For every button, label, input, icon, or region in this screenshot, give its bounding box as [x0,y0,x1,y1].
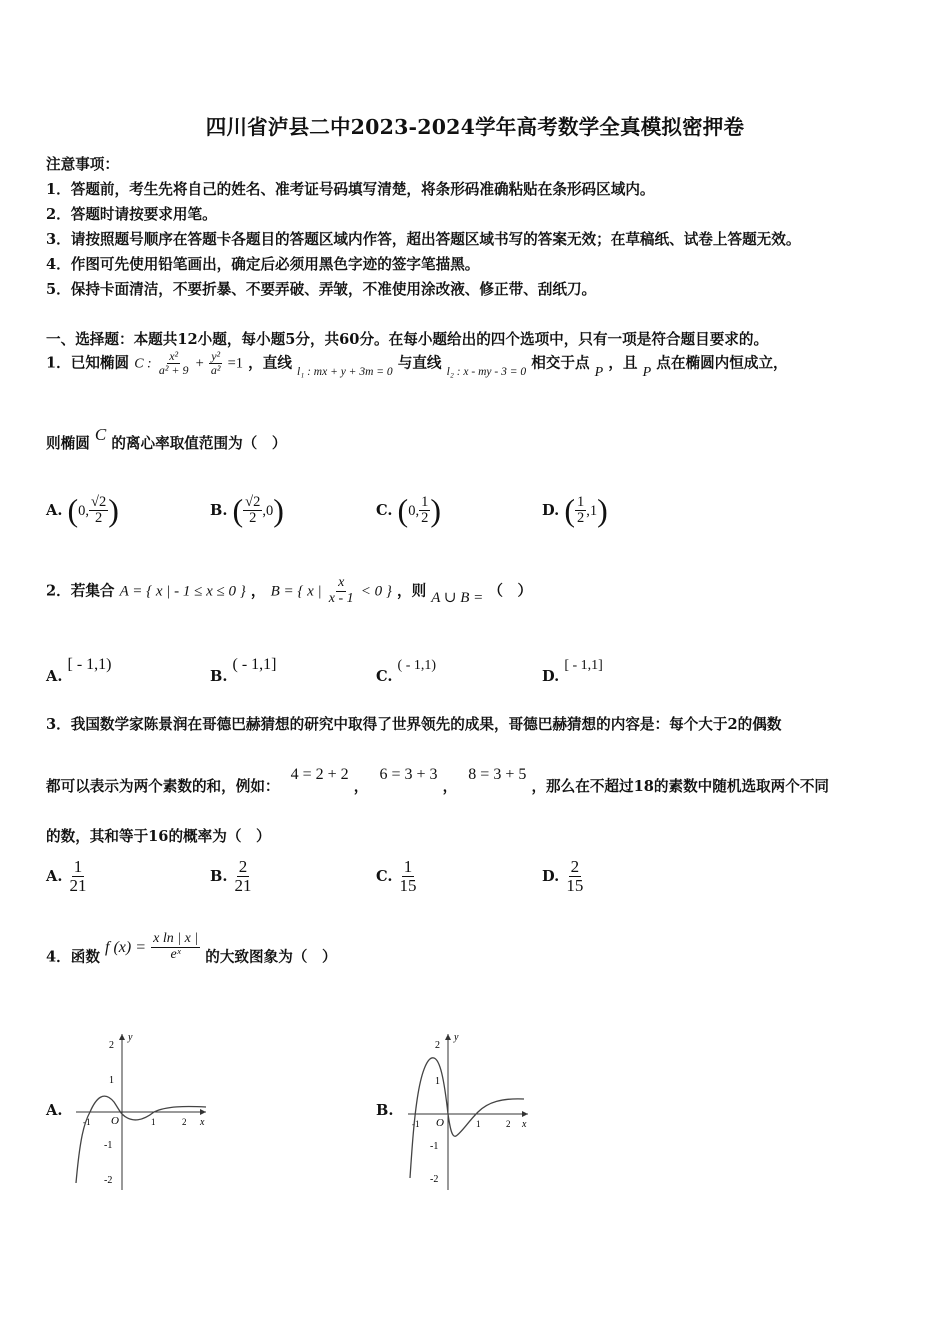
option-bracket: ) [430,492,441,528]
q3-example-1: 4 = 2 + 2 [290,766,349,783]
option-fraction [398,858,419,895]
q2-set-b-num: x [338,575,345,590]
q1-text: 则椭圆 [46,435,90,452]
option-bracket: ) [273,492,284,528]
function-curve [76,1096,206,1183]
q3-option-c[interactable] [376,858,419,895]
question-2 [46,576,532,606]
y-axis-arrow-icon [445,1034,451,1040]
q1-option-a[interactable] [46,492,119,529]
q1-ellipse-frac-2 [209,350,223,376]
option-bracket: ( [67,492,79,528]
question-3-line-3: 的数，其和等于16的概率为（ ） [46,828,271,845]
option-label: C. [376,668,393,685]
q1-text: 的离心率取值范围为（ ） [111,435,287,452]
q1-text: 1．已知椭圆 [46,354,130,372]
q3-text: ， [353,778,369,795]
q2-option-c[interactable] [376,654,437,685]
q1-ellipse-plus: + [195,355,204,372]
q3-example-2: 6 = 3 + 3 [379,766,438,783]
q4-function-lhs: f (x) = [105,938,147,956]
option-label: D. [542,668,560,685]
q1-line-1-eq: l₁ : mx + y + 3m = 0 [297,365,393,378]
option-text: 0, [78,503,90,519]
option-den: 2 [421,510,429,526]
option-value: [ - 1,1) [67,656,112,673]
option-den: 2 [95,510,103,526]
q1-ellipse-num-2: y² [211,349,221,363]
option-bracket: ( [564,492,575,528]
q4-text: 的大致图象为（ ） [205,948,337,966]
option-den: 21 [69,875,87,895]
q3-option-b[interactable] [210,858,254,895]
q1-point-p: P [642,364,652,380]
q2-text: （ ） [488,582,533,600]
q2-option-a[interactable] [46,654,112,685]
option-text: 0, [408,503,420,519]
option-num: 1 [403,857,413,876]
x-axis-label: x [200,1117,205,1128]
note-item: 1．答题前，考生先将自己的姓名、准考证号码填写清楚，将条形码准确粘贴在条形码区域内。 [46,181,655,198]
option-value: ( - 1,1] [232,656,277,673]
note-item: 2．答题时请按要求用笔。 [46,206,217,223]
option-fraction [243,495,262,526]
q3-option-a[interactable] [46,858,89,895]
option-num: 2 [570,857,580,876]
question-1-line-1 [46,349,788,380]
option-fraction [419,495,430,526]
q2-set-a: A = { x | - 1 ≤ x ≤ 0 } [119,583,246,600]
q4-option-b-label[interactable]: B. [376,1102,394,1119]
q1-text: ，直线 [248,354,292,372]
y-tick-label: 2 [109,1040,114,1051]
q1-ellipse-c: C [94,425,107,444]
question-3-line-2 [46,763,830,795]
option-num: 1 [576,493,585,510]
y-tick-label: 2 [435,1040,440,1051]
question-4 [46,931,337,972]
option-label: C. [376,502,393,519]
q1-option-c[interactable] [376,492,441,529]
y-axis-label: y [454,1032,459,1043]
q4-option-b-graph[interactable] [398,1028,548,1198]
option-fraction [575,495,586,526]
option-num: √2 [91,493,107,510]
note-item: 5．保持卡面清洁，不要折暴、不要弄破、弄皱，不准使用涂改液、修正带、刮纸刀。 [46,281,597,298]
q1-option-b[interactable] [210,492,284,529]
option-label: B. [210,668,228,685]
option-bracket: ) [108,492,119,528]
option-text: ,0 [262,503,274,519]
y-tick-label: 1 [109,1075,114,1086]
q2-option-d[interactable] [542,654,603,685]
note-item: 4．作图可先使用铅笔画出，确定后必须用黑色字迹的签字笔描黑。 [46,256,480,273]
option-label: B. [210,502,228,519]
q3-text: ，那么在不超过18的素数中随机选取两个不同 [531,778,830,795]
q1-point-p: P [594,364,604,380]
y-tick-label: -2 [104,1175,113,1186]
option-num: 1 [73,857,83,876]
q1-text: 点在椭圆内恒成立， [656,354,788,372]
notes-heading: 注意事项： [46,156,119,173]
option-label: A. [46,668,63,685]
q2-option-b[interactable] [210,654,277,685]
x-tick-label: 2 [182,1117,187,1127]
q1-text: 与直线 [397,354,442,372]
x-tick-label: -1 [412,1119,420,1129]
x-axis-label: x [522,1119,527,1130]
q1-ellipse-num-1: x² [169,349,179,363]
q2-set-b-den: x - 1 [328,590,354,606]
option-label: A. [46,867,63,885]
q4-function-den: eˣ [170,946,181,962]
option-den: 15 [399,875,417,895]
note-item: 3．请按照题号顺序在答题卡各题目的答题区域内作答，超出答题区域书写的答案无效；在草稿纸、试卷上答题无效。 [46,231,801,248]
option-num: 1 [421,493,429,510]
y-axis-label: y [128,1032,133,1043]
q1-option-d[interactable] [542,492,608,529]
x-tick-label: 1 [476,1119,481,1129]
y-axis-arrow-icon [119,1034,125,1040]
question-1-line-2 [46,425,287,453]
x-tick-label: 1 [151,1117,156,1127]
q1-ellipse-lhs: C : [134,356,152,372]
q3-text: ， [442,778,458,795]
option-den: 21 [234,875,252,895]
q1-line-2-eq: l₂ : x - my - 3 = 0 [446,365,527,378]
option-fraction [68,858,89,895]
option-den: 2 [249,510,257,526]
option-label: D. [542,867,560,885]
q1-text: ，且 [608,354,638,372]
x-axis-arrow-icon [522,1111,528,1117]
q4-option-a-graph[interactable] [66,1028,216,1198]
q1-text: 相交于点 [531,354,590,372]
y-tick-label: -1 [104,1140,113,1151]
y-tick-label: 1 [435,1076,440,1087]
option-fraction [564,858,585,895]
x-tick-label: 2 [506,1119,511,1129]
q2-text: ， [250,582,266,600]
question-3-line-1: 3．我国数学家陈景润在哥德巴赫猜想的研究中取得了世界领先的成果，哥德巴赫猜想的内容是：每个大于2的偶数 [46,716,782,733]
option-bracket: ( [232,492,244,528]
q2-set-b-frac [327,576,356,606]
option-num: √2 [245,493,261,510]
option-label: C. [376,867,393,885]
section-heading: 一、选择题：本题共12小题，每小题5分，共60分。在每小题给出的四个选项中，只有一项是符合题目要求的。 [46,331,769,348]
q2-text: 2．若集合 [46,582,115,600]
q4-option-a-label[interactable]: A. [46,1102,63,1119]
option-label: B. [210,867,228,885]
q1-ellipse-den-2: a² [210,362,221,377]
q1-ellipse-den-1: a² + 9 [158,362,189,377]
option-den: 15 [566,875,584,895]
q2-union: A ∪ B = [431,589,484,606]
y-tick-label: -2 [430,1174,439,1185]
option-bracket: ) [597,492,608,528]
function-curve [410,1058,524,1178]
q2-text: ，则 [396,582,427,600]
option-text: ,1 [586,503,598,519]
option-fraction [89,495,108,526]
origin-label: O [111,1115,119,1127]
q2-set-b-lhs: B = { x | [270,583,322,600]
x-tick-label: -1 [83,1117,91,1127]
q2-set-b-rhs: < 0 } [360,583,392,600]
page-title: 四川省泸县二中2023-2024学年高考数学全真模拟密押卷 [205,115,745,139]
origin-label: O [436,1117,444,1129]
q4-function-num: x ln | x | [153,931,199,946]
q1-ellipse-frac-1 [157,350,191,376]
option-bracket: ( [397,492,409,528]
option-label: D. [542,502,560,519]
y-tick-label: -1 [430,1141,439,1152]
option-label: A. [46,502,63,519]
option-num: 2 [238,857,248,876]
q3-option-d[interactable] [542,858,585,895]
option-fraction [233,858,254,895]
option-value: ( - 1,1) [397,658,437,673]
q3-text: 都可以表示为两个素数的和，例如： [46,778,280,795]
q4-text: 4．函数 [46,948,100,966]
q1-ellipse-eq: =1 [227,355,244,372]
q4-function-frac [151,932,200,962]
x-axis-arrow-icon [200,1109,206,1115]
option-value: [ - 1,1] [564,658,603,673]
q3-example-3: 8 = 3 + 5 [468,766,527,783]
option-den: 2 [576,510,585,526]
